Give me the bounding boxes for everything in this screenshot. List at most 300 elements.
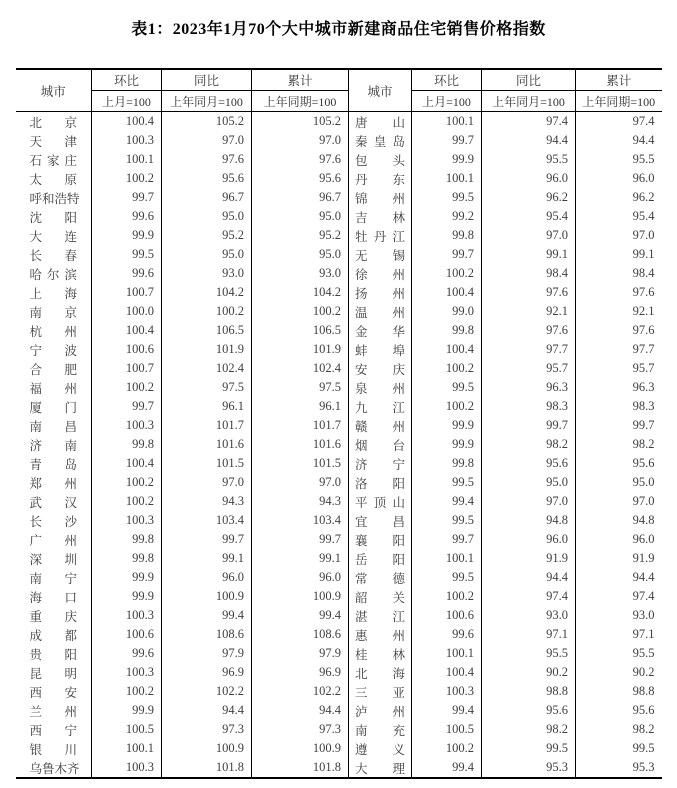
mom-value: 99.5	[412, 473, 482, 492]
mom-value: 100.7	[92, 283, 162, 302]
mom-value: 100.3	[92, 606, 162, 625]
header-city-left: 城市	[16, 69, 92, 112]
yoy-value: 93.0	[482, 606, 576, 625]
cum-value: 102.2	[252, 682, 349, 701]
table-row	[16, 701, 662, 720]
mom-value: 100.5	[412, 720, 482, 739]
city-name: 湛江	[349, 606, 412, 625]
mom-value: 99.9	[412, 416, 482, 435]
mom-value: 100.2	[412, 587, 482, 606]
city-name: 深圳	[16, 549, 92, 568]
table-row	[16, 112, 662, 132]
cum-value: 91.9	[632, 551, 655, 565]
yoy-value: 99.7	[162, 530, 252, 549]
yoy-value: 103.4	[162, 511, 252, 530]
cum-value: 96.9	[252, 663, 349, 682]
yoy-value: 95.4	[482, 207, 576, 226]
city-name: 安庆	[349, 359, 412, 378]
cum-value: 99.4	[252, 606, 349, 625]
city-name: 合肥	[16, 359, 92, 378]
header-mom-base-left: 上月=100	[92, 91, 162, 112]
mom-value: 100.2	[92, 682, 162, 701]
yoy-value: 97.0	[162, 473, 252, 492]
yoy-value: 99.5	[482, 739, 576, 758]
mom-value: 100.1	[412, 644, 482, 663]
city-name: 牡丹江	[349, 226, 412, 245]
mom-value: 100.2	[92, 492, 162, 511]
header-cum-right: 累计	[576, 69, 662, 91]
cum-value: 97.4	[632, 589, 655, 603]
header-row-2	[16, 91, 662, 112]
city-name: 济宁	[349, 454, 412, 473]
mom-value: 99.8	[412, 321, 482, 340]
mom-value: 100.3	[92, 663, 162, 682]
city-name: 大连	[16, 226, 92, 245]
header-yoy-right: 同比	[482, 69, 576, 91]
mom-value: 99.5	[412, 511, 482, 530]
table-row	[16, 264, 662, 283]
mom-value: 99.6	[92, 644, 162, 663]
table-row	[16, 283, 662, 302]
city-name: 温州	[349, 302, 412, 321]
mom-value: 99.5	[92, 245, 162, 264]
cum-value: 100.2	[252, 302, 349, 321]
cum-value: 90.2	[632, 665, 655, 679]
table-row	[16, 568, 662, 587]
mom-value: 100.4	[412, 663, 482, 682]
city-name: 无锡	[349, 245, 412, 264]
yoy-value: 95.6	[162, 169, 252, 188]
city-name: 西安	[16, 682, 92, 701]
city-name: 南昌	[16, 416, 92, 435]
header-cum-base-right: 上年同期=100	[576, 91, 662, 112]
cum-value: 96.0	[632, 532, 655, 546]
table-row	[16, 682, 662, 701]
table-row	[16, 511, 662, 530]
mom-value: 99.4	[412, 492, 482, 511]
yoy-value: 101.9	[162, 340, 252, 359]
city-name: 北京	[16, 112, 92, 132]
yoy-value: 94.4	[482, 131, 576, 150]
cum-value: 95.0	[632, 475, 655, 489]
cum-value: 96.7	[252, 188, 349, 207]
cum-value: 97.6	[632, 323, 655, 337]
city-name: 常德	[349, 568, 412, 587]
cum-value: 95.3	[632, 760, 655, 774]
table-row	[16, 720, 662, 739]
yoy-value: 91.9	[482, 549, 576, 568]
city-name: 锦州	[349, 188, 412, 207]
city-name: 呼和浩特	[16, 188, 92, 207]
city-name: 昆明	[16, 663, 92, 682]
table-row	[16, 492, 662, 511]
city-name: 济南	[16, 435, 92, 454]
cum-value: 99.1	[632, 247, 655, 261]
mom-value: 100.3	[92, 758, 162, 778]
city-name: 泉州	[349, 378, 412, 397]
cum-value: 97.6	[252, 150, 349, 169]
table-body	[16, 112, 662, 779]
mom-value: 100.2	[412, 264, 482, 283]
yoy-value: 99.1	[162, 549, 252, 568]
cum-value: 95.6	[252, 169, 349, 188]
mom-value: 100.0	[92, 302, 162, 321]
page-title: 表1：2023年1月70个大中城市新建商品住宅销售价格指数	[131, 21, 546, 38]
mom-value: 100.2	[412, 397, 482, 416]
table-row	[16, 606, 662, 625]
mom-value: 99.5	[412, 378, 482, 397]
cum-value: 106.5	[252, 321, 349, 340]
mom-value: 99.6	[92, 207, 162, 226]
cum-value: 98.2	[632, 722, 655, 736]
city-name: 扬州	[349, 283, 412, 302]
city-name: 福州	[16, 378, 92, 397]
city-name: 秦皇岛	[349, 131, 412, 150]
table-row	[16, 530, 662, 549]
cum-value: 103.4	[252, 511, 349, 530]
yoy-value: 105.2	[162, 112, 252, 132]
city-name: 杭州	[16, 321, 92, 340]
city-name: 蚌埠	[349, 340, 412, 359]
mom-value: 100.3	[92, 416, 162, 435]
city-name: 吉林	[349, 207, 412, 226]
table-row	[16, 169, 662, 188]
cum-value: 108.6	[252, 625, 349, 644]
yoy-value: 94.4	[482, 568, 576, 587]
yoy-value: 96.0	[162, 568, 252, 587]
city-name: 贵阳	[16, 644, 92, 663]
yoy-value: 95.3	[482, 758, 576, 778]
city-name: 洛阳	[349, 473, 412, 492]
cum-value: 100.9	[252, 587, 349, 606]
city-name: 宁波	[16, 340, 92, 359]
table-row	[16, 359, 662, 378]
city-name: 宜昌	[349, 511, 412, 530]
cum-value: 97.0	[252, 131, 349, 150]
mom-value: 99.9	[92, 701, 162, 720]
city-name: 包头	[349, 150, 412, 169]
table-row	[16, 188, 662, 207]
yoy-value: 99.4	[162, 606, 252, 625]
cum-value: 96.3	[632, 380, 655, 394]
cum-value: 97.0	[632, 228, 655, 242]
city-name: 襄阳	[349, 530, 412, 549]
yoy-value: 95.5	[482, 150, 576, 169]
mom-value: 99.4	[412, 701, 482, 720]
header-yoy-left: 同比	[162, 69, 252, 91]
cum-value: 95.6	[632, 703, 655, 717]
cum-value: 97.0	[252, 473, 349, 492]
table-row	[16, 416, 662, 435]
header-mom-base-right: 上月=100	[412, 91, 482, 112]
cum-value: 92.1	[632, 304, 655, 318]
cum-value: 96.2	[632, 190, 655, 204]
yoy-value: 97.4	[482, 587, 576, 606]
city-name: 丹东	[349, 169, 412, 188]
cum-value: 95.5	[632, 152, 655, 166]
mom-value: 100.4	[92, 321, 162, 340]
yoy-value: 100.2	[162, 302, 252, 321]
price-index-table	[16, 68, 662, 779]
cum-value: 97.3	[252, 720, 349, 739]
yoy-value: 102.2	[162, 682, 252, 701]
cum-value: 96.0	[632, 171, 655, 185]
table-row	[16, 739, 662, 758]
yoy-value: 101.5	[162, 454, 252, 473]
yoy-value: 98.3	[482, 397, 576, 416]
cum-value: 101.5	[252, 454, 349, 473]
cum-value: 95.2	[252, 226, 349, 245]
mom-value: 100.4	[92, 112, 162, 132]
city-name: 兰州	[16, 701, 92, 720]
city-name: 平顶山	[349, 492, 412, 511]
mom-value: 100.3	[412, 682, 482, 701]
city-name: 赣州	[349, 416, 412, 435]
yoy-value: 97.0	[482, 492, 576, 511]
cum-value: 99.7	[252, 530, 349, 549]
yoy-value: 94.8	[482, 511, 576, 530]
table-row	[16, 207, 662, 226]
city-name: 三亚	[349, 682, 412, 701]
header-yoy-base-left: 上年同月=100	[162, 91, 252, 112]
yoy-value: 96.0	[482, 530, 576, 549]
mom-value: 99.7	[412, 530, 482, 549]
yoy-value: 98.2	[482, 720, 576, 739]
mom-value: 99.6	[92, 264, 162, 283]
cum-value: 99.5	[632, 741, 655, 755]
yoy-value: 97.1	[482, 625, 576, 644]
table-row	[16, 397, 662, 416]
mom-value: 99.9	[92, 226, 162, 245]
mom-value: 100.1	[412, 169, 482, 188]
table-row	[16, 587, 662, 606]
mom-value: 100.4	[92, 454, 162, 473]
yoy-value: 95.0	[162, 245, 252, 264]
table-row	[16, 378, 662, 397]
cum-value: 97.5	[252, 378, 349, 397]
mom-value: 99.0	[412, 302, 482, 321]
yoy-value: 98.2	[482, 435, 576, 454]
mom-value: 99.8	[92, 530, 162, 549]
table-row	[16, 435, 662, 454]
mom-value: 100.1	[412, 549, 482, 568]
mom-value: 99.9	[92, 587, 162, 606]
cum-value: 101.9	[252, 340, 349, 359]
city-name: 韶关	[349, 587, 412, 606]
mom-value: 100.5	[92, 720, 162, 739]
yoy-value: 97.5	[162, 378, 252, 397]
city-name: 长沙	[16, 511, 92, 530]
cum-value: 94.4	[632, 133, 655, 147]
city-name: 南充	[349, 720, 412, 739]
yoy-value: 92.1	[482, 302, 576, 321]
city-name: 金华	[349, 321, 412, 340]
cum-value: 105.2	[252, 112, 349, 132]
yoy-value: 100.9	[162, 739, 252, 758]
cum-value: 93.0	[252, 264, 349, 283]
yoy-value: 95.5	[482, 644, 576, 663]
mom-value: 100.1	[92, 739, 162, 758]
city-name: 泸州	[349, 701, 412, 720]
yoy-value: 94.4	[162, 701, 252, 720]
table-row	[16, 340, 662, 359]
table-row	[16, 625, 662, 644]
city-name: 天津	[16, 131, 92, 150]
yoy-value: 95.6	[482, 701, 576, 720]
city-name: 惠州	[349, 625, 412, 644]
yoy-value: 96.0	[482, 169, 576, 188]
table-row	[16, 131, 662, 150]
cum-value: 96.1	[252, 397, 349, 416]
yoy-value: 98.8	[482, 682, 576, 701]
city-name: 上海	[16, 283, 92, 302]
yoy-value: 101.7	[162, 416, 252, 435]
city-name: 西宁	[16, 720, 92, 739]
yoy-value: 97.6	[482, 283, 576, 302]
cum-value: 95.5	[632, 646, 655, 660]
cum-value: 101.8	[252, 758, 349, 778]
city-name: 海口	[16, 587, 92, 606]
yoy-value: 97.4	[482, 112, 576, 132]
yoy-value: 95.2	[162, 226, 252, 245]
cum-value: 102.4	[252, 359, 349, 378]
yoy-value: 95.7	[482, 359, 576, 378]
table-row	[16, 302, 662, 321]
cum-value: 95.0	[252, 207, 349, 226]
yoy-value: 97.6	[162, 150, 252, 169]
cum-value: 101.6	[252, 435, 349, 454]
cum-value: 94.3	[252, 492, 349, 511]
city-name: 银川	[16, 739, 92, 758]
mom-value: 99.7	[412, 131, 482, 150]
city-name: 桂林	[349, 644, 412, 663]
table-row	[16, 454, 662, 473]
yoy-value: 94.3	[162, 492, 252, 511]
yoy-value: 96.9	[162, 663, 252, 682]
table-row	[16, 644, 662, 663]
yoy-value: 97.6	[482, 321, 576, 340]
table-row	[16, 245, 662, 264]
mom-value: 100.2	[92, 378, 162, 397]
yoy-value: 101.8	[162, 758, 252, 778]
yoy-value: 100.9	[162, 587, 252, 606]
mom-value: 99.6	[412, 625, 482, 644]
table-row	[16, 321, 662, 340]
city-name: 长春	[16, 245, 92, 264]
city-name: 青岛	[16, 454, 92, 473]
yoy-value: 101.6	[162, 435, 252, 454]
yoy-value: 95.0	[162, 207, 252, 226]
yoy-value: 108.6	[162, 625, 252, 644]
yoy-value: 96.2	[482, 188, 576, 207]
mom-value: 100.6	[412, 606, 482, 625]
table-row	[16, 663, 662, 682]
table-row	[16, 549, 662, 568]
mom-value: 99.7	[92, 188, 162, 207]
cum-value: 97.4	[632, 114, 655, 128]
city-name: 太原	[16, 169, 92, 188]
mom-value: 99.7	[92, 397, 162, 416]
cum-value: 95.4	[632, 209, 655, 223]
cum-value: 95.6	[632, 456, 655, 470]
city-name: 南宁	[16, 568, 92, 587]
yoy-value: 90.2	[482, 663, 576, 682]
header-cum-base-left: 上年同期=100	[252, 91, 349, 112]
mom-value: 99.8	[92, 549, 162, 568]
yoy-value: 96.3	[482, 378, 576, 397]
yoy-value: 97.0	[162, 131, 252, 150]
yoy-value: 96.1	[162, 397, 252, 416]
city-name: 沈阳	[16, 207, 92, 226]
city-name: 徐州	[349, 264, 412, 283]
cum-value: 98.3	[632, 399, 655, 413]
city-name: 武汉	[16, 492, 92, 511]
mom-value: 100.6	[92, 625, 162, 644]
mom-value: 99.8	[412, 454, 482, 473]
header-city-right: 城市	[349, 69, 412, 112]
city-name: 北海	[349, 663, 412, 682]
cum-value: 99.7	[632, 418, 655, 432]
mom-value: 100.2	[92, 169, 162, 188]
cum-value: 94.4	[252, 701, 349, 720]
mom-value: 100.1	[412, 112, 482, 132]
mom-value: 100.3	[92, 511, 162, 530]
mom-value: 99.9	[92, 568, 162, 587]
cum-value: 95.0	[252, 245, 349, 264]
city-name: 九江	[349, 397, 412, 416]
city-name: 南京	[16, 302, 92, 321]
yoy-value: 98.4	[482, 264, 576, 283]
cum-value: 95.7	[632, 361, 655, 375]
header-yoy-base-right: 上年同月=100	[482, 91, 576, 112]
mom-value: 99.2	[412, 207, 482, 226]
cum-value: 98.4	[632, 266, 655, 280]
mom-value: 100.6	[92, 340, 162, 359]
header-row-1	[16, 69, 662, 91]
cum-value: 98.2	[632, 437, 655, 451]
mom-value: 99.9	[412, 150, 482, 169]
table-header	[16, 69, 662, 112]
mom-value: 99.4	[412, 758, 482, 778]
cum-value: 93.0	[632, 608, 655, 622]
mom-value: 99.5	[412, 568, 482, 587]
city-name: 烟台	[349, 435, 412, 454]
city-name: 石家庄	[16, 150, 92, 169]
table-row	[16, 473, 662, 492]
yoy-value: 99.1	[482, 245, 576, 264]
yoy-value: 106.5	[162, 321, 252, 340]
mom-value: 100.7	[92, 359, 162, 378]
mom-value: 100.2	[92, 473, 162, 492]
yoy-value: 99.7	[482, 416, 576, 435]
cum-value: 99.1	[252, 549, 349, 568]
city-name: 广州	[16, 530, 92, 549]
table-row	[16, 150, 662, 169]
mom-value: 99.7	[412, 245, 482, 264]
mom-value: 100.3	[92, 131, 162, 150]
yoy-value: 104.2	[162, 283, 252, 302]
table-row	[16, 758, 662, 778]
cum-value: 96.0	[252, 568, 349, 587]
yoy-value: 97.3	[162, 720, 252, 739]
city-name: 郑州	[16, 473, 92, 492]
yoy-value: 97.9	[162, 644, 252, 663]
cum-value: 97.6	[632, 285, 655, 299]
yoy-value: 96.7	[162, 188, 252, 207]
city-name: 成都	[16, 625, 92, 644]
city-name: 大理	[349, 758, 412, 778]
cum-value: 97.9	[252, 644, 349, 663]
